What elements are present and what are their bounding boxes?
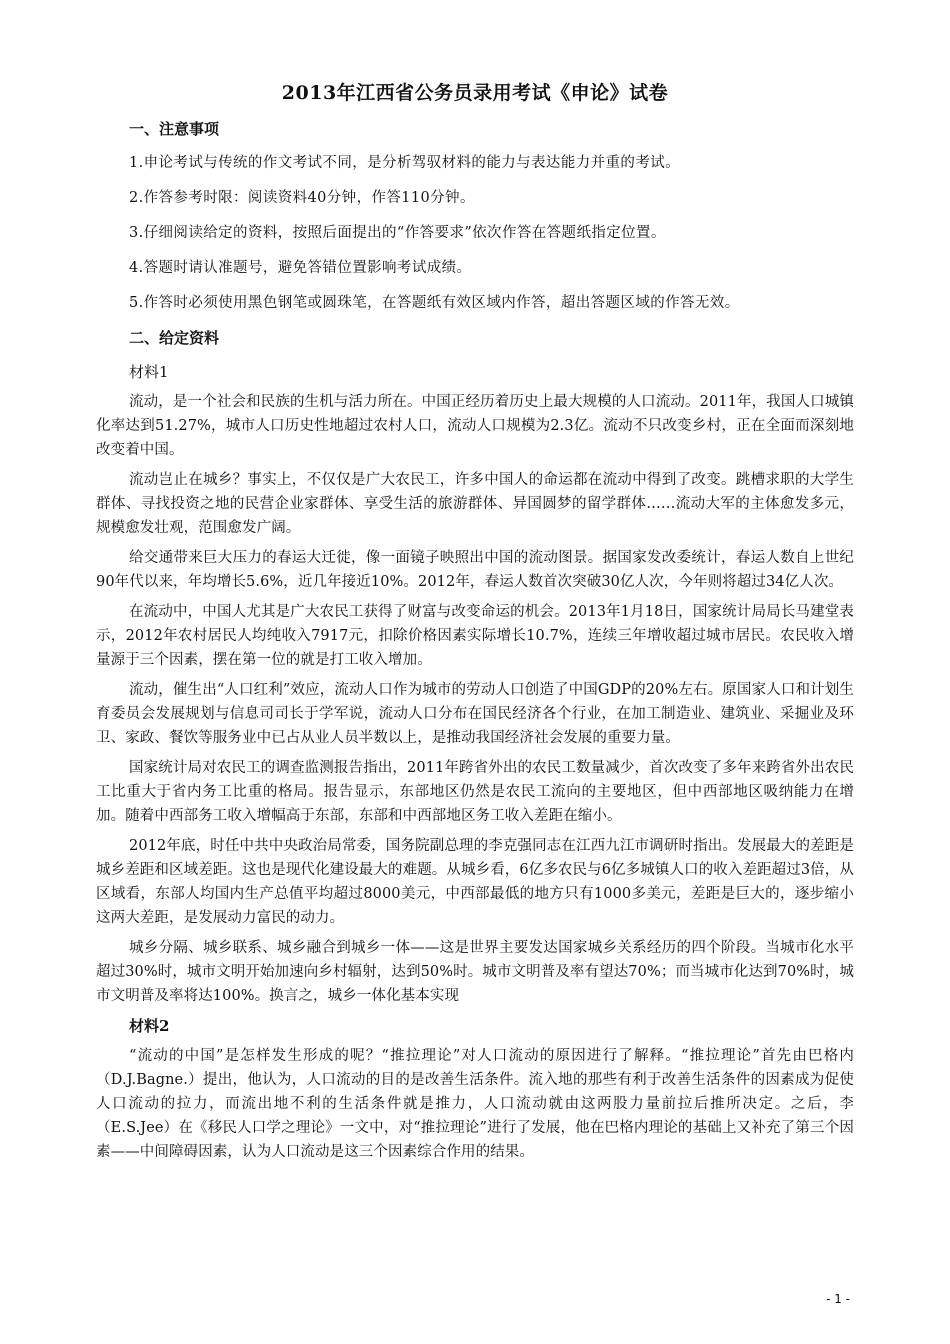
notice-item-1: 1.申论考试与传统的作文考试不同，是分析驾驭材料的能力与表达能力并重的考试。 (129, 155, 681, 171)
material-1-label: 材料1 (129, 363, 169, 381)
material-2-label: 材料2 (129, 1017, 170, 1035)
notice-item-2: 2.作答参考时限：阅读资料40分钟，作答110分钟。 (129, 190, 475, 206)
material-1-paragraph-4: 在流动中，中国人尤其是广大农民工获得了财富与改变命运的机会。2013年1月18日，国家统计局局长马建堂表示，2012年农村居民人均纯收入7917元，扣除价格因素实际增长10.7%，连续三年增收超过城市居民。农民收入增量源于三个因素，摆在第一位的就是打工收入增加。 (96, 604, 854, 668)
notice-item-3: 3.仔细阅读给定的资料，按照后面提出的“作答要求”依次作答在答题纸指定位置。 (129, 225, 666, 241)
material-1-paragraph-1: 流动，是一个社会和民族的生机与活力所在。中国正经历着历史上最大规模的人口流动。2011年，我国人口城镇化率达到51.27%，城市人口历史性地超过农村人口，流动人口规模为2.3亿。流动不只改变乡村，正在全面而深刻地改变着中国。 (96, 394, 854, 458)
section-heading-materials: 二、给定资料 (129, 329, 220, 347)
notice-item-5: 5.作答时必须使用黑色钢笔或圆珠笔，在答题纸有效区域内作答，超出答题区域的作答无效。 (129, 295, 740, 311)
document-title: 2013年江西省公务员录用考试《申论》试卷 (281, 82, 669, 104)
material-2-paragraph-1: “流动的中国”是怎样发生形成的呢？“推拉理论”对人口流动的原因进行了解释。“推拉理论”首先由巴格内（D.J.Bagne.）提出，他认为，人口流动的目的是改善生活条件。流入地的那些有利于改善生活条件的因素成为促使人口流动的拉力，而流出地不利的生活条件就是推力，人口流动就由这两股力量前拉后推所决定。之后，李（E.S.Jee）在《移民人口学之理论》一文中，对“推拉理论”进行了发展，他在巴格内理论的基础上又补充了第三个因素——中间障碍因素，认为人口流动是这三个因素综合作用的结果。 (96, 1048, 854, 1160)
notice-item-4: 4.答题时请认准题号，避免答错位置影响考试成绩。 (129, 260, 472, 276)
page-number: - 1 - (826, 1292, 850, 1306)
material-1-paragraph-6: 国家统计局对农民工的调查监测报告指出，2011年跨省外出的农民工数量减少，首次改变了多年来跨省外出农民工比重大于省内务工比重的格局。报告显示，东部地区仍然是农民工流向的主要地区，但中西部地区吸纳能力在增加。随着中西部务工收入增幅高于东部，东部和中西部地区务工收入差距在缩小。 (96, 760, 854, 824)
material-1-paragraph-7: 2012年底，时任中共中央政治局常委，国务院副总理的李克强同志在江西九江市调研时指出。发展最大的差距是城乡差距和区域差距。这也是现代化建设最大的难题。从城乡看，6亿多农民与6亿多城镇人口的收入差距超过3倍，从区域看，东部人均国内生产总值平均超过8000美元，中西部最低的地方只有1000多美元，差距是巨大的，逐步缩小这两大差距，是发展动力富民的动力。 (96, 838, 854, 926)
material-1-paragraph-3: 给交通带来巨大压力的春运大迁徙，像一面镜子映照出中国的流动图景。据国家发改委统计，春运人数自上世纪90年代以来，年均增长5.6%，近几年接近10%。2012年，春运人数首次突破30亿人次，今年则将超过34亿人次。 (96, 550, 854, 590)
material-1-paragraph-5: 流动，催生出“人口红利”效应，流动人口作为城市的劳动人口创造了中国GDP的20%左右。原国家人口和计划生育委员会发展规划与信息司司长于学军说，流动人口分布在国民经济各个行业，在加工制造业、建筑业、采掘业及环卫、家政、餐饮等服务业中已占从业人员半数以上，是推动我国经济社会发展的重要力量。 (96, 682, 854, 746)
material-1-paragraph-2: 流动岂止在城乡？事实上，不仅仅是广大农民工，许多中国人的命运都在流动中得到了改变。跳槽求职的大学生群体、寻找投资之地的民营企业家群体、享受生活的旅游群体、异国圆梦的留学群体……流动大军的主体愈发多元，规模愈发壮观，范围愈发广阔。 (96, 472, 854, 536)
section-heading-notice: 一、注意事项 (129, 120, 220, 138)
document-body (96, 117, 854, 1170)
material-1-paragraph-8: 城乡分隔、城乡联系、城乡融合到城乡一体——这是世界主要发达国家城乡关系经历的四个阶段。当城市化水平超过30%时，城市文明开始加速向乡村辐射，达到50%时。城市文明普及率有望达70%；而当城市化达到70%时，城市文明普及率将达100%。换言之，城乡一体化基本实现 (96, 940, 854, 1004)
